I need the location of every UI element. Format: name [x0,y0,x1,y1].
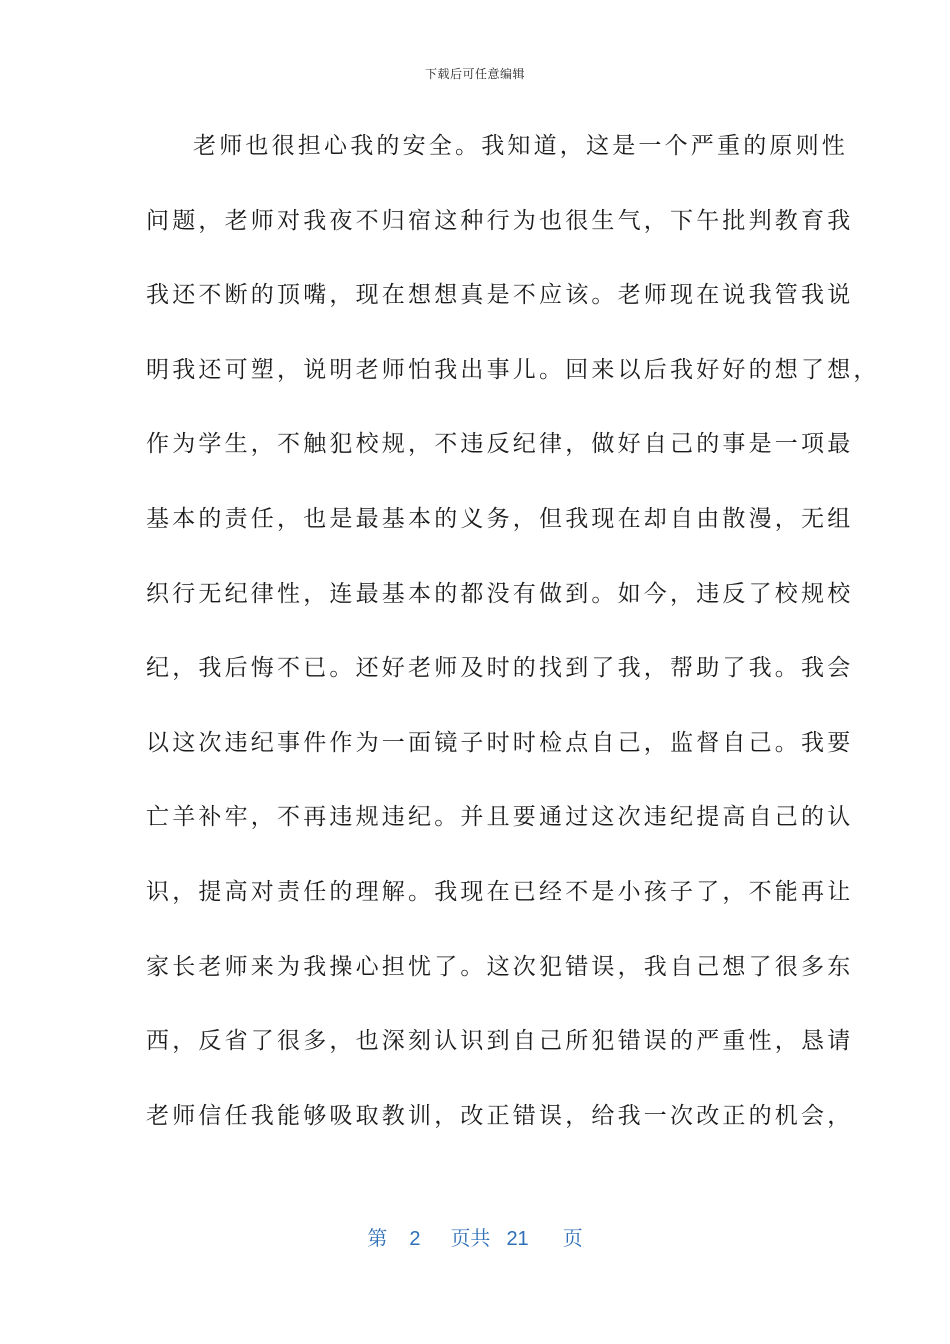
paragraph-line: 家长老师来为我操心担忧了。这次犯错误，我自己想了很多东 [146,953,854,980]
paragraph-line: 织行无纪律性，连最基本的都没有做到。如今，违反了校规校 [146,580,854,607]
paragraph-line: 基本的责任，也是最基本的义务，但我现在却自由散漫，无组 [146,505,854,532]
current-page-number: 2 [409,1228,421,1250]
paragraph-line: 西，反省了很多，也深刻认识到自己所犯错误的严重性，恳请 [146,1028,854,1055]
page-end-label: 页 [562,1228,583,1250]
total-pages-number: 21 [506,1228,529,1250]
paragraph-line: 纪，我后悔不已。还好老师及时的找到了我，帮助了我。我会 [146,655,854,682]
paragraph-line: 亡羊补牢，不再违规违纪。并且要通过这次违纪提高自己的认 [146,804,854,831]
paragraph-line: 我还不断的顶嘴，现在想想真是不应该。老师现在说我管我说 [146,282,854,309]
paragraph-line: 识，提高对责任的理解。我现在已经不是小孩子了，不能再让 [146,878,854,905]
paragraph-line: 问题，老师对我夜不归宿这种行为也很生气，下午批判教育我 [146,207,854,234]
paragraph-line: 老师也很担心我的安全。我知道，这是一个严重的原则性 [193,133,848,159]
paragraph-line: 明我还可塑，说明老师怕我出事儿。回来以后我好好的想了想， [146,356,880,383]
paragraph-line: 以这次违纪事件作为一面镜子时时检点自己，监督自己。我要 [146,729,854,756]
paragraph-line: 老师信任我能够吸取教训，改正错误，给我一次改正的机会， [146,1102,854,1129]
paragraph-line: 作为学生，不触犯校规，不违反纪律，做好自己的事是一项最 [146,431,854,458]
document-body [146,126,880,1170]
page-header: 下载后可任意编辑 [424,67,525,81]
page-number-footer [0,1226,950,1252]
page-label: 第 [367,1228,388,1250]
page-of-label: 页共 [450,1228,491,1250]
